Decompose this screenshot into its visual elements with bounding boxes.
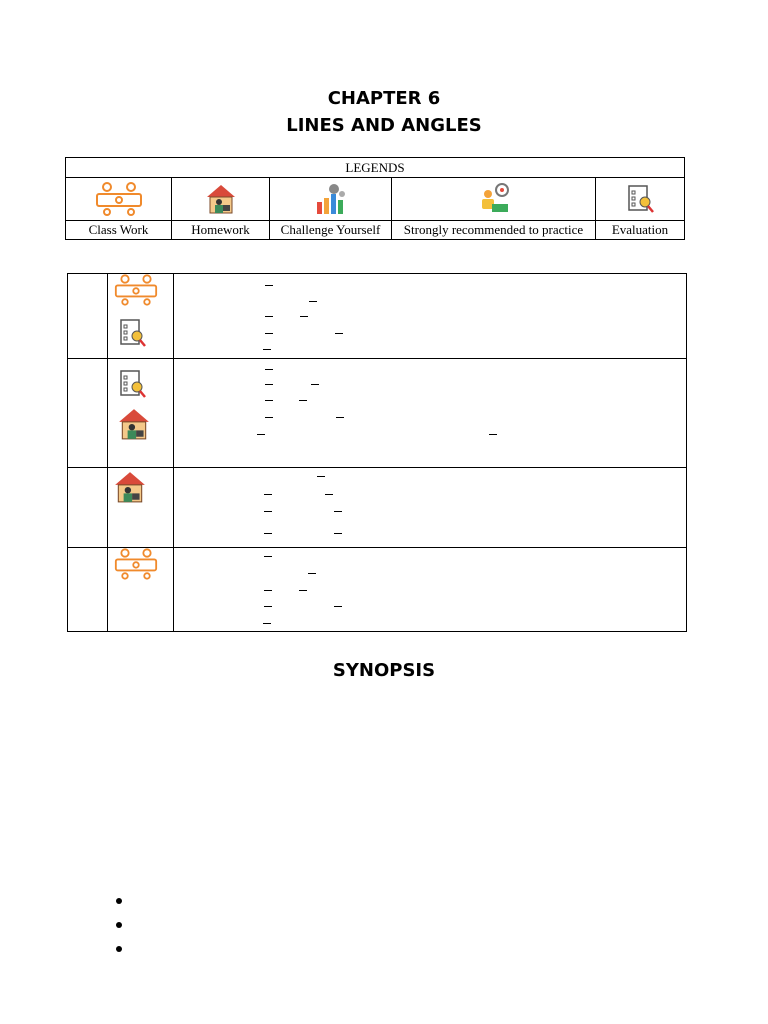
homework-icon — [205, 183, 237, 215]
row-icon-cell — [108, 468, 174, 548]
row-number-cell — [68, 359, 108, 468]
legend-label-evaluation: Evaluation — [596, 221, 685, 240]
dash-mark — [264, 556, 272, 557]
synopsis-heading: SYNOPSIS — [332, 660, 436, 681]
legend-label-homework: Homework — [172, 221, 270, 240]
dash-mark — [334, 533, 342, 534]
dash-mark — [265, 333, 273, 334]
row-number-cell — [68, 274, 108, 359]
dash-mark — [300, 316, 308, 317]
dash-mark — [265, 316, 273, 317]
dash-mark — [325, 494, 333, 495]
row-number-cell — [68, 548, 108, 632]
row-content-cell — [174, 468, 687, 548]
legend-icon-cell-recommended — [392, 178, 596, 221]
legend-icon-cell-challenge — [270, 178, 392, 221]
dash-mark — [263, 349, 271, 350]
chapter-number: CHAPTER 6 — [327, 88, 441, 109]
table-row — [68, 548, 687, 632]
bullet-point — [116, 922, 122, 928]
dash-mark — [309, 301, 317, 302]
dash-mark — [263, 623, 271, 624]
evaluation-icon — [117, 318, 147, 348]
dash-mark — [264, 494, 272, 495]
legends-table — [65, 157, 685, 240]
table-row — [68, 468, 687, 548]
legend-icon-cell-homework — [172, 178, 270, 221]
classwork-icon — [114, 274, 158, 306]
dash-mark — [265, 400, 273, 401]
row-content-cell — [174, 548, 687, 632]
row-icon-cell — [108, 274, 174, 359]
dash-mark — [334, 511, 342, 512]
legend-icon-cell-evaluation — [596, 178, 685, 221]
legend-label-classwork: Class Work — [66, 221, 172, 240]
classwork-icon — [114, 548, 158, 580]
row-icon-cell — [108, 359, 174, 468]
chapter-title: LINES AND ANGLES — [286, 115, 482, 136]
recommended-icon — [476, 182, 512, 216]
dash-mark — [299, 400, 307, 401]
dash-mark — [257, 434, 265, 435]
dash-mark — [311, 384, 319, 385]
dash-mark — [265, 417, 273, 418]
dash-mark — [299, 590, 307, 591]
dash-mark — [308, 573, 316, 574]
legend-icon-cell-classwork — [66, 178, 172, 221]
dash-mark — [265, 369, 273, 370]
dash-mark — [264, 590, 272, 591]
evaluation-icon — [117, 369, 147, 399]
row-content-cell — [174, 274, 687, 359]
legend-label-challenge: Challenge Yourself — [270, 221, 392, 240]
homework-icon — [113, 470, 147, 504]
table-row — [68, 359, 687, 468]
dash-mark — [265, 384, 273, 385]
dash-mark — [264, 606, 272, 607]
homework-icon — [117, 407, 151, 441]
table-row — [68, 274, 687, 359]
dash-mark — [264, 511, 272, 512]
legends-title: LEGENDS — [66, 158, 685, 178]
bullet-point — [116, 898, 122, 904]
legend-label-recommended: Strongly recommended to practice — [392, 221, 596, 240]
row-icon-cell — [108, 548, 174, 632]
dash-mark — [317, 476, 325, 477]
evaluation-icon — [625, 184, 655, 214]
classwork-icon — [95, 182, 143, 216]
row-content-cell — [174, 359, 687, 468]
bullet-point — [116, 946, 122, 952]
dash-mark — [489, 434, 497, 435]
dash-mark — [264, 533, 272, 534]
schedule-table — [67, 273, 687, 632]
challenge-icon — [314, 182, 348, 216]
dash-mark — [336, 417, 344, 418]
dash-mark — [265, 285, 273, 286]
dash-mark — [335, 333, 343, 334]
row-number-cell — [68, 468, 108, 548]
dash-mark — [334, 606, 342, 607]
